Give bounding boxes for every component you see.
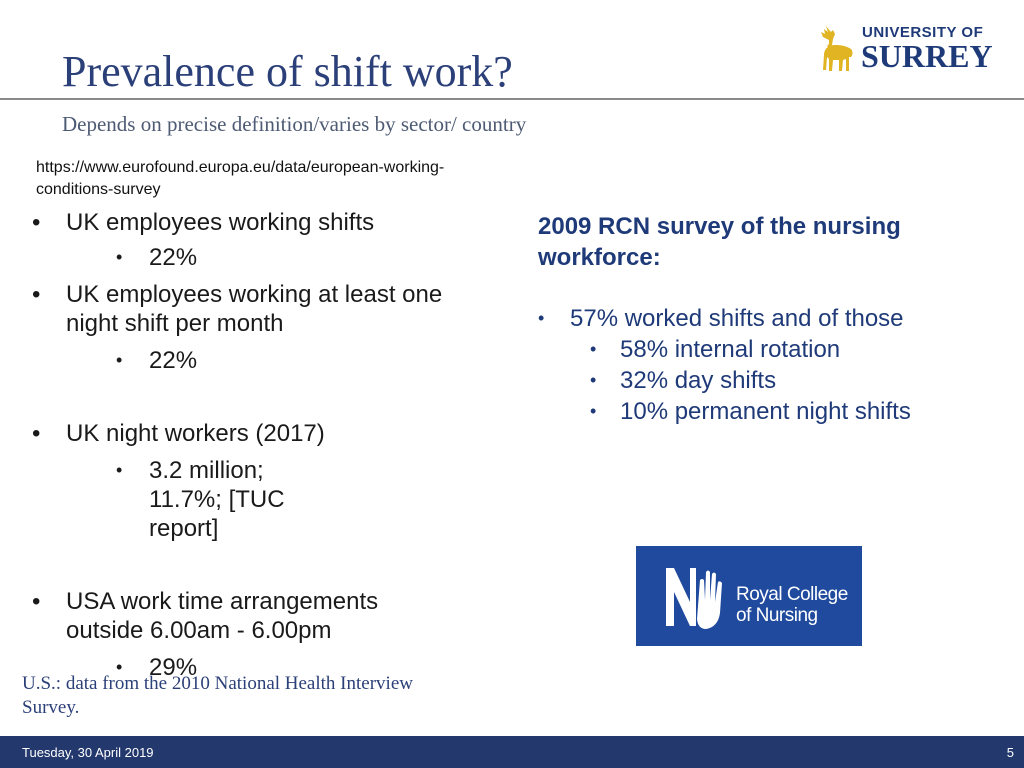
list-item: • 29% (116, 654, 198, 681)
page-number: 5 (1006, 745, 1014, 760)
footer-date: Tuesday, 30 April 2019 (22, 745, 154, 760)
stag-icon (812, 22, 856, 78)
list-item: • 3.2 million; 11.7%; [TUC report] (116, 457, 285, 542)
source-link[interactable]: https://www.eurofound.europa.eu/data/european-working-conditions-survey (36, 159, 445, 198)
slide-title: Prevalence of shift work? (62, 47, 513, 96)
bullet-text: UK employees working shifts (66, 209, 375, 236)
rcn-logo-line2: of Nursing (736, 605, 818, 626)
bullet-text: 32% day shifts (620, 367, 777, 394)
list-item: • 22% (116, 244, 198, 271)
bullet-text: 22% (149, 244, 198, 271)
bullet-text: UK night workers (2017) (66, 420, 325, 447)
list-item: • USA work time arrangements outside 6.00am - 6.00pm (32, 588, 379, 644)
footer-bar (0, 736, 1024, 768)
rcn-survey-panel (538, 211, 998, 427)
list-item: • 32% day shifts (590, 367, 777, 394)
university-of-surrey-logo (812, 22, 992, 78)
bullet-text: 29% (149, 654, 198, 681)
bullet-text: 22% (149, 347, 198, 374)
hands-icon (660, 560, 730, 634)
list-item: • UK employees working at least one night shift per month (32, 281, 443, 337)
bullet-text: USA work time arrangements outside 6.00am - 6.00pm (66, 588, 379, 644)
royal-college-of-nursing-logo (636, 546, 862, 646)
university-of-text: UNIVERSITY OF (862, 24, 984, 41)
left-bullet-list (30, 208, 460, 682)
bullet-text: 58% internal rotation (620, 336, 841, 363)
list-item: • 22% (116, 347, 198, 374)
surrey-text: SURREY (861, 38, 993, 74)
title-divider (0, 98, 1024, 100)
slide-subtitle: Depends on precise definition/varies by sector/ country (62, 112, 527, 136)
bullet-text: UK employees working at least one night shift per month (66, 281, 443, 337)
bullet-text: 57% worked shifts and of those (570, 305, 904, 332)
footnote: U.S.: data from the 2010 National Health Interview Survey. (22, 673, 413, 718)
rcn-logo-line1: Royal College (736, 584, 848, 605)
list-item: • UK night workers (2017) (32, 420, 325, 447)
list-item: • 58% internal rotation (590, 336, 841, 363)
list-item: • UK employees working shifts (32, 209, 375, 236)
bullet-text: 10% permanent night shifts (620, 398, 911, 425)
list-item: • 10% permanent night shifts (590, 398, 911, 425)
bullet-text: 3.2 million; 11.7%; [TUC report] (149, 457, 285, 542)
rcn-survey-heading: 2009 RCN survey of the nursing workforce: (538, 213, 901, 271)
list-item: • 57% worked shifts and of those (538, 305, 904, 332)
